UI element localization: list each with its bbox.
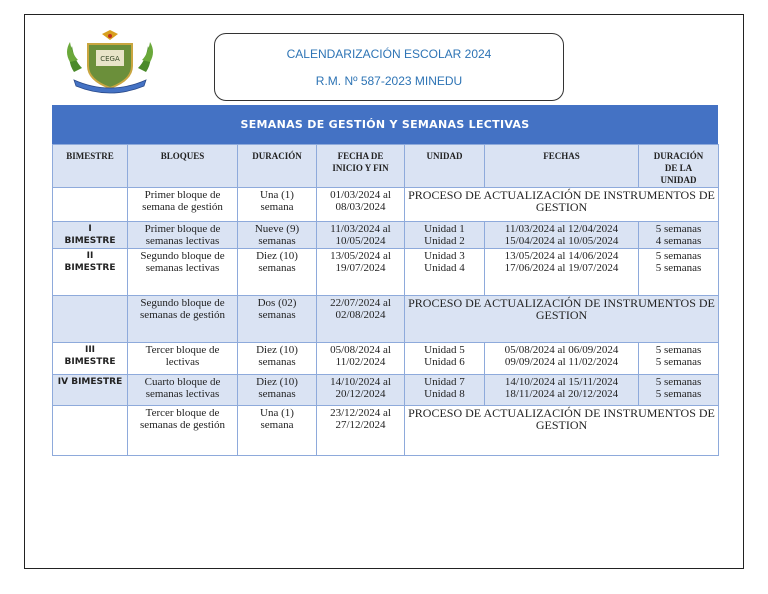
cell-bloque: Primer bloque de semana de gestión [128, 188, 238, 222]
table-banner: SEMANAS DE GESTIÓN Y SEMANAS LECTIVAS [52, 105, 718, 144]
cell-bloque: Tercer bloque de lectivas [128, 343, 238, 375]
cell-fecha: 23/12/2024 al 27/12/2024 [317, 406, 405, 456]
cell-unidad: Unidad 3 Unidad 4 [405, 249, 485, 296]
cell-unidad: Unidad 1 Unidad 2 [405, 222, 485, 249]
table-row [53, 296, 719, 343]
cell-bimestre [53, 296, 128, 343]
cell-semanas: 5 semanas 5 semanas [639, 343, 719, 375]
cell-fechas: 13/05/2024 al 14/06/2024 17/06/2024 al 19/07/2024 [485, 249, 639, 296]
cell-duracion: Una (1) semana [238, 188, 317, 222]
cell-semanas: 5 semanas 4 semanas [639, 222, 719, 249]
col-fechas: FECHAS [485, 145, 639, 188]
cell-bimestre [53, 188, 128, 222]
cell-proceso: PROCESO DE ACTUALIZACIÓN DE INSTRUMENTOS DE GESTION [405, 188, 719, 222]
cell-semanas: 5 semanas 5 semanas [639, 249, 719, 296]
header-row [53, 145, 719, 188]
cell-fecha: 14/10/2024 al 20/12/2024 [317, 375, 405, 406]
cell-duracion: Diez (10) semanas [238, 343, 317, 375]
table-row [53, 249, 719, 296]
title-line-1: CALENDARIZACIÓN ESCOLAR 2024 [286, 47, 492, 61]
cell-fecha: 05/08/2024 al 11/02/2024 [317, 343, 405, 375]
cell-bimestre: I BIMESTRE [53, 222, 128, 249]
col-fecha-inicio-fin: FECHA DE INICIO Y FIN [317, 145, 405, 188]
title-line-2: R.M. Nº 587-2023 MINEDU [315, 74, 463, 88]
cell-fechas: 11/03/2024 al 12/04/2024 15/04/2024 al 10/05/2024 [485, 222, 639, 249]
cell-bloque: Primer bloque de semanas lectivas [128, 222, 238, 249]
school-logo [60, 30, 160, 96]
cell-semanas: 5 semanas 5 semanas [639, 375, 719, 406]
col-duracion-unidad: DURACIÓN DE LA UNIDAD [639, 145, 719, 188]
title-box [214, 33, 564, 101]
cell-fecha: 01/03/2024 al 08/03/2024 [317, 188, 405, 222]
cell-bloque: Cuarto bloque de semanas lectivas [128, 375, 238, 406]
svg-text:CEGA: CEGA [100, 55, 120, 63]
col-bloques: BLOQUES [128, 145, 238, 188]
table-row [53, 375, 719, 406]
cell-fecha: 11/03/2024 al 10/05/2024 [317, 222, 405, 249]
cell-bimestre [53, 406, 128, 456]
cell-unidad: Unidad 7 Unidad 8 [405, 375, 485, 406]
cell-fechas: 14/10/2024 al 15/11/2024 18/11/2024 al 20/12/2024 [485, 375, 639, 406]
cell-proceso: PROCESO DE ACTUALIZACIÓN DE INSTRUMENTOS DE GESTION [405, 406, 719, 456]
cell-duracion: Nueve (9) semanas [238, 222, 317, 249]
col-bimestre: BIMESTRE [53, 145, 128, 188]
cell-fecha: 22/07/2024 al 02/08/2024 [317, 296, 405, 343]
cell-duracion: Diez (10) semanas [238, 249, 317, 296]
table-row [53, 343, 719, 375]
table-row [53, 406, 719, 456]
cell-duracion: Dos (02) semanas [238, 296, 317, 343]
cell-fechas: 05/08/2024 al 06/09/2024 09/09/2024 al 11/02/2024 [485, 343, 639, 375]
cell-bloque: Tercer bloque de semanas de gestión [128, 406, 238, 456]
table-row [53, 188, 719, 222]
cell-bimestre: II BIMESTRE [53, 249, 128, 296]
col-duracion: DURACIÓN [238, 145, 317, 188]
calendar-table [52, 144, 719, 456]
cell-bimestre: IV BIMESTRE [53, 375, 128, 406]
cell-bloque: Segundo bloque de semanas lectivas [128, 249, 238, 296]
table-row [53, 222, 719, 249]
cell-unidad: Unidad 5 Unidad 6 [405, 343, 485, 375]
col-unidad: UNIDAD [405, 145, 485, 188]
school-crest-icon [60, 30, 160, 96]
cell-bloque: Segundo bloque de semanas de gestión [128, 296, 238, 343]
cell-duracion: Diez (10) semanas [238, 375, 317, 406]
cell-bimestre: III BIMESTRE [53, 343, 128, 375]
cell-duracion: Una (1) semana [238, 406, 317, 456]
cell-proceso: PROCESO DE ACTUALIZACIÓN DE INSTRUMENTOS DE GESTION [405, 296, 719, 343]
cell-fecha: 13/05/2024 al 19/07/2024 [317, 249, 405, 296]
